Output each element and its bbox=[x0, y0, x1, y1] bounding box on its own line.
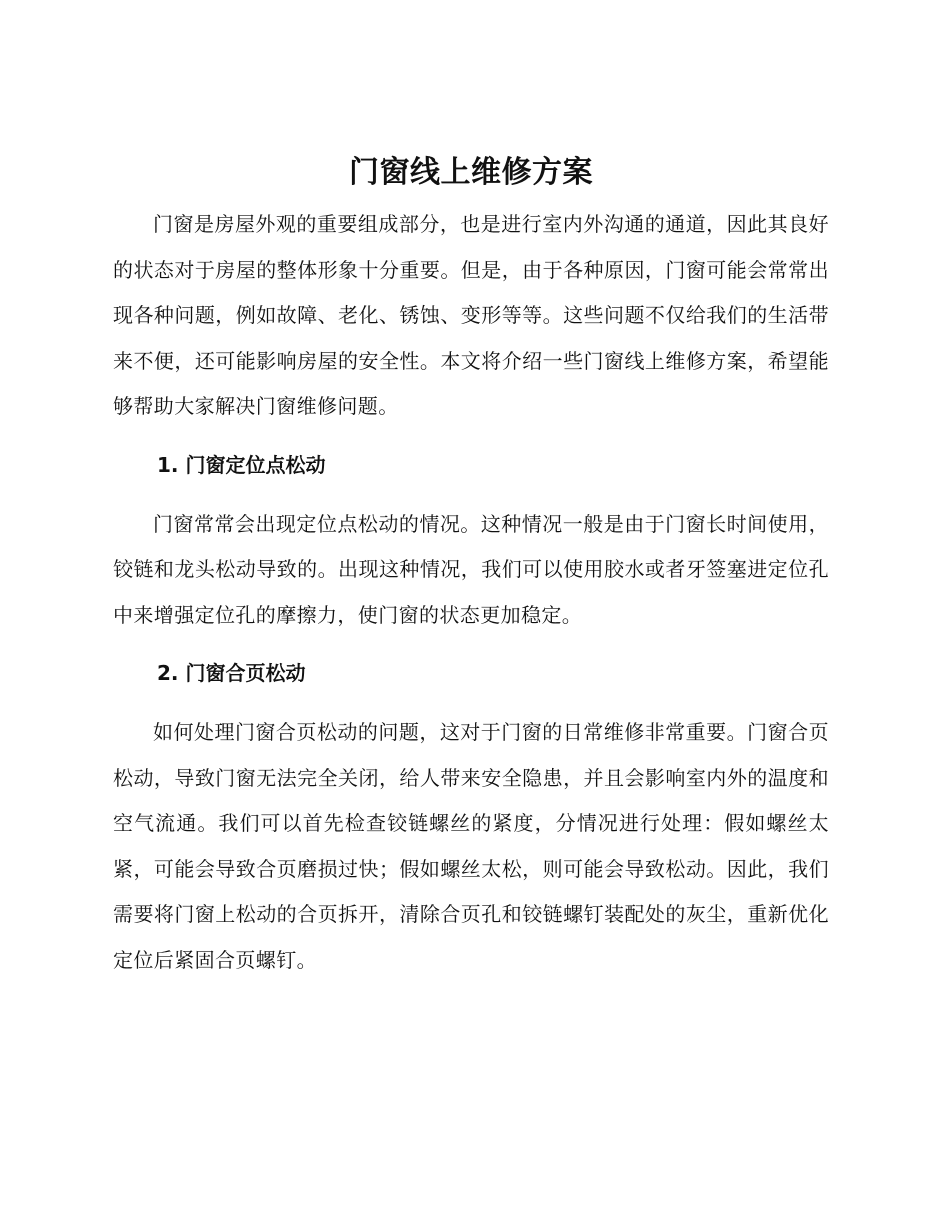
document-page bbox=[113, 150, 829, 983]
section-2 bbox=[113, 650, 829, 983]
section-1 bbox=[113, 442, 829, 639]
intro-paragraph: 门窗是房屋外观的重要组成部分，也是进行室内外沟通的通道，因此其良好的状态对于房屋的整体形象十分重要。但是，由于各种原因，门窗可能会常常出现各种问题，例如故障、老化、锈蚀、变形等等。这些问题不仅给我们的生活带来不便，还可能影响房屋的安全性。本文将介绍一些门窗线上维修方案，希望能够帮助大家解决门窗维修问题。 bbox=[113, 212, 829, 418]
section-heading: 2. 门窗合页松动 bbox=[157, 661, 306, 685]
section-paragraph: 如何处理门窗合页松动的问题，这对于门窗的日常维修非常重要。门窗合页松动，导致门窗无法完全关闭，给人带来安全隐患，并且会影响室内外的温度和空气流通。我们可以首先检查铰链螺丝的紧度，分情况进行处理：假如螺丝太紧，可能会导致合页磨损过快；假如螺丝太松，则可能会导致松动。因此，我们需要将门窗上松动的合页拆开，清除合页孔和铰链螺钉装配处的灰尘，重新优化定位后紧固合页螺钉。 bbox=[113, 720, 829, 972]
section-paragraph: 门窗常常会出现定位点松动的情况。这种情况一般是由于门窗长时间使用，铰链和龙头松动导致的。出现这种情况，我们可以使用胶水或者牙签塞进定位孔中来增强定位孔的摩擦力，使门窗的状态更加稳定。 bbox=[113, 511, 829, 627]
document-title: 门窗线上维修方案 bbox=[349, 155, 593, 190]
section-heading: 1. 门窗定位点松动 bbox=[157, 452, 326, 477]
